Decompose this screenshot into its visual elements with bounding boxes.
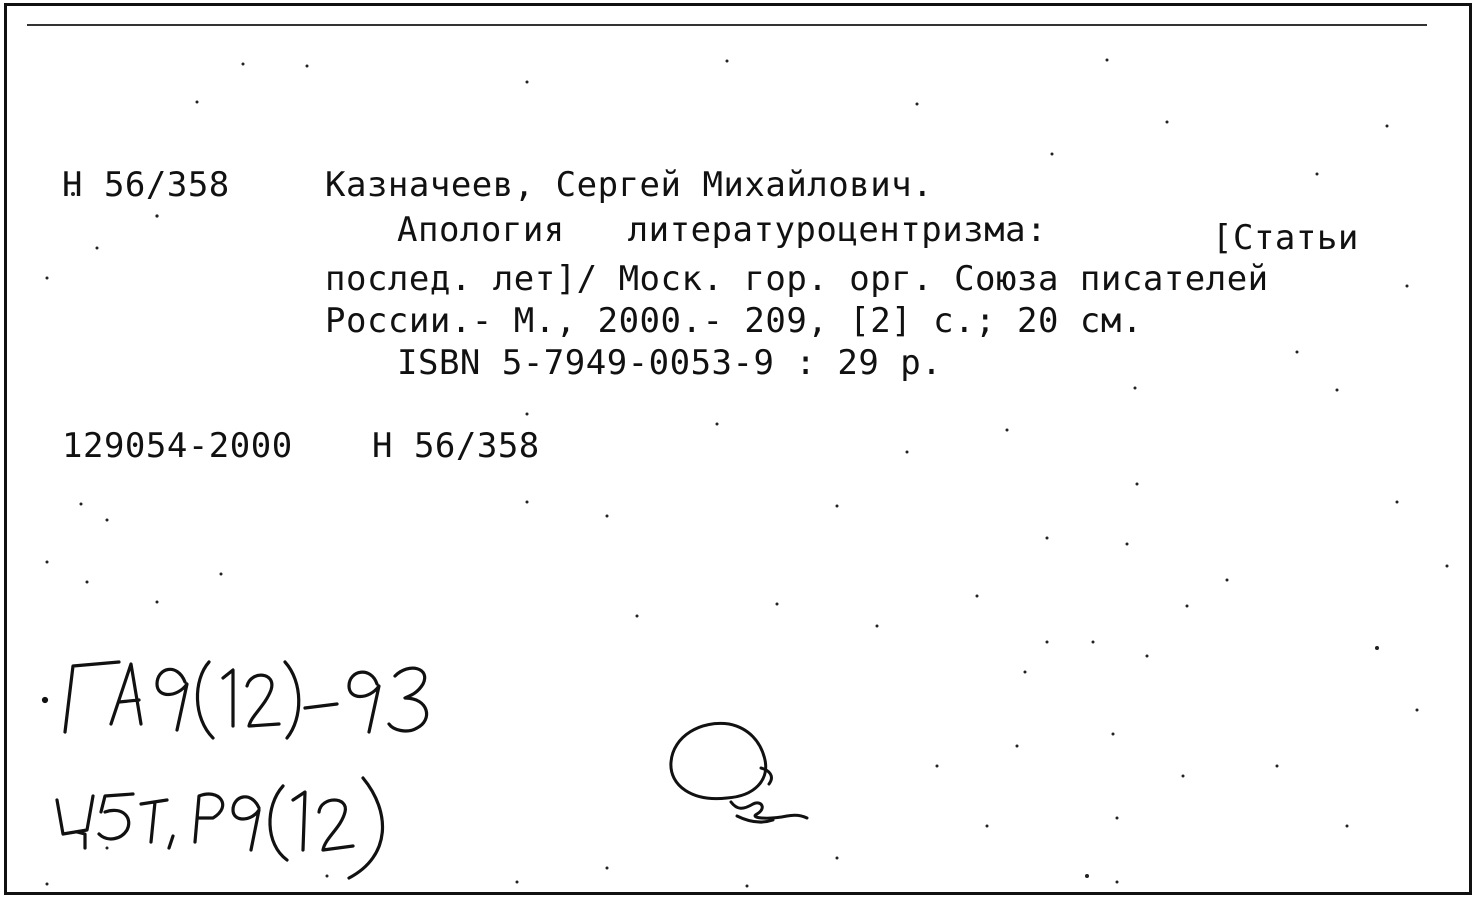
imprint-line: России.- М., 2000.- 209, [2] с.; 20 см.	[325, 301, 1143, 341]
title-line-2: послед. лет]/ Моск. гор. орг. Союза писателей	[325, 259, 1269, 299]
call-number: Н 56/358	[62, 165, 230, 205]
circular-library-stamp-icon	[657, 706, 817, 846]
accession-number: 129054-2000	[62, 426, 293, 466]
accession-call-number: Н 56/358	[372, 426, 540, 466]
catalog-card	[4, 3, 1472, 895]
title-line-1: Апология литературоцентризма:	[397, 210, 1048, 250]
handwritten-classification-icon	[37, 646, 537, 886]
title-line-1-right: [Статьи	[1212, 218, 1359, 258]
author-heading: Казначеев, Сергей Михайлович.	[325, 165, 934, 205]
isbn-line: ISBN 5-7949-0053-9 : 29 р.	[397, 343, 943, 383]
